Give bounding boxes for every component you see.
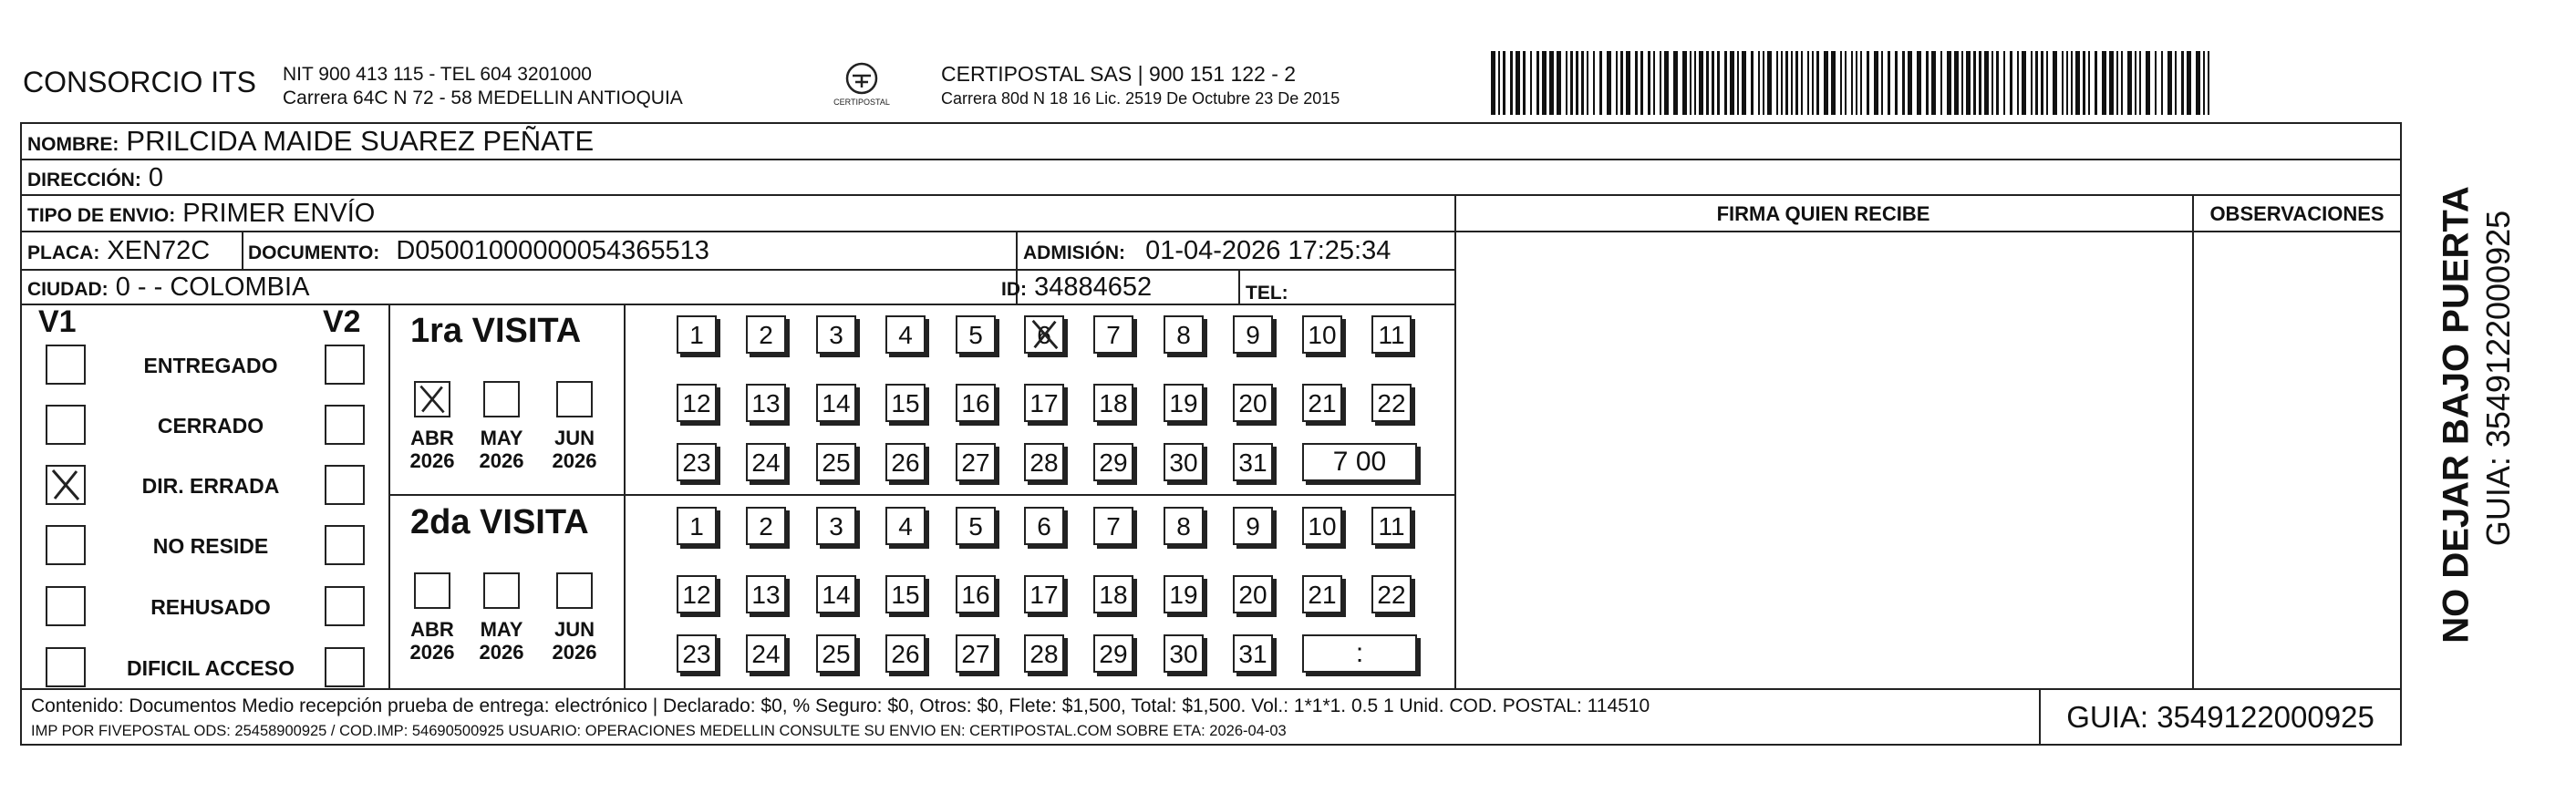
visit-month-label: ABR 2026 xyxy=(409,427,455,472)
status-label: REHUSADO xyxy=(150,595,271,619)
day-box[interactable]: 31 xyxy=(1233,443,1273,481)
day-box[interactable]: 27 xyxy=(956,443,996,481)
day-box[interactable]: 21 xyxy=(1302,575,1342,613)
barcode-bar xyxy=(1498,51,1500,115)
barcode-bar xyxy=(1984,51,1989,115)
day-box[interactable]: 18 xyxy=(1093,384,1133,422)
status-v1-checkbox[interactable] xyxy=(46,345,86,385)
barcode-bar xyxy=(1908,51,1912,115)
day-box[interactable]: 13 xyxy=(746,575,786,613)
barcode-bar xyxy=(1856,51,1857,115)
company-name: CONSORCIO ITS xyxy=(23,66,257,98)
barcode-bar xyxy=(1682,51,1687,115)
barcode-bar xyxy=(1996,51,1999,115)
day-box[interactable]: 13 xyxy=(746,384,786,422)
status-v1-checkbox[interactable] xyxy=(46,647,86,687)
visit-month-label: MAY 2026 xyxy=(479,618,524,664)
day-box[interactable]: 17 xyxy=(1024,384,1064,422)
barcode-bar xyxy=(1751,51,1754,115)
barcode-bar xyxy=(1812,51,1814,115)
day-box[interactable]: 27 xyxy=(956,634,996,673)
day-box[interactable]: 28 xyxy=(1024,634,1064,673)
day-box[interactable]: 16 xyxy=(956,575,996,613)
nombre-field: NOMBRE: PRILCIDA MAIDE SUAREZ PEÑATE xyxy=(27,125,595,157)
imp-text: IMP POR FIVEPOSTAL ODS: 25458900925 / COD.IMP: 54690500925 USUARIO: OPERACIONES MEDELLIN CONSULTE SU ENVIO EN: CERTIPOSTAL.COM SOBRE ETA: 2026-04-03 xyxy=(31,723,1287,739)
barcode-bar xyxy=(2017,51,2019,115)
status-v2-checkbox[interactable] xyxy=(325,345,365,385)
visit-time-box[interactable]: : xyxy=(1302,634,1417,673)
barcode-bar xyxy=(2062,51,2064,115)
barcode-bar xyxy=(1785,51,1788,115)
visit-month-label: JUN 2026 xyxy=(552,618,597,664)
status-v1-checkbox[interactable] xyxy=(46,586,86,626)
barcode-bar xyxy=(1895,51,1898,115)
barcode-bar xyxy=(2053,51,2057,115)
status-v2-checkbox[interactable] xyxy=(325,647,365,687)
day-box[interactable]: 11 xyxy=(1371,315,1412,354)
visit-month-checkbox[interactable] xyxy=(414,381,450,417)
day-box[interactable]: 17 xyxy=(1024,575,1064,613)
day-box[interactable]: 3 xyxy=(816,315,856,354)
day-box[interactable]: 10 xyxy=(1302,315,1342,354)
barcode-bar xyxy=(1791,51,1793,115)
barcode-bar xyxy=(2175,51,2177,115)
status-label: DIR. ERRADA xyxy=(141,474,280,498)
barcode-bar xyxy=(2187,51,2191,115)
certipostal-line-2: Carrera 80d N 18 16 Lic. 2519 De Octubre 23 De 2015 xyxy=(941,89,1340,108)
day-box[interactable]: 30 xyxy=(1164,634,1204,673)
barcode-bar xyxy=(1926,51,1929,115)
visit-month-checkbox[interactable] xyxy=(556,572,593,609)
barcode-bar xyxy=(2116,51,2118,115)
address-line: Carrera 64C N 72 - 58 MEDELLIN ANTIOQUIA xyxy=(283,88,683,108)
barcode-bar xyxy=(1593,51,1595,115)
barcode-bar xyxy=(2135,51,2136,115)
day-box[interactable]: 23 xyxy=(677,634,717,673)
nit-line: NIT 900 413 115 - TEL 604 3201000 xyxy=(283,64,592,85)
placa-value: XEN72C xyxy=(107,236,211,265)
barcode-bar xyxy=(1491,51,1495,115)
barcode-bar xyxy=(1851,51,1853,115)
barcode-bar xyxy=(2203,51,2205,115)
observaciones-header: OBSERVACIONES xyxy=(2209,202,2385,225)
barcode-bar xyxy=(1653,51,1655,115)
day-box[interactable]: 19 xyxy=(1164,384,1204,422)
day-x-mark xyxy=(1028,317,1062,362)
barcode-bar xyxy=(1931,51,1936,115)
barcode-bar xyxy=(2139,51,2141,115)
day-box[interactable]: 15 xyxy=(885,575,926,613)
barcode-bar xyxy=(1516,51,1520,115)
barcode-bar xyxy=(1767,51,1772,115)
documento-field: DOCUMENTO: D05001000000054365513 xyxy=(248,236,709,265)
day-box[interactable]: 31 xyxy=(1233,634,1273,673)
day-box[interactable]: 25 xyxy=(816,634,856,673)
visit-month-label: JUN 2026 xyxy=(552,427,597,472)
barcode-bar xyxy=(1737,51,1739,115)
day-box[interactable]: 1 xyxy=(677,507,717,545)
barcode-bar xyxy=(1640,51,1643,115)
v2-label: V2 xyxy=(323,304,361,339)
side-guia: GUIA: 3549122000925 xyxy=(2479,210,2517,547)
v1-label: V1 xyxy=(38,304,77,339)
barcode-bar xyxy=(1570,51,1573,115)
barcode-bar xyxy=(1530,51,1532,115)
barcode-bar xyxy=(1730,51,1734,115)
visit-month-checkbox[interactable] xyxy=(414,572,450,609)
direccion-value: 0 xyxy=(148,163,164,192)
day-box[interactable]: 12 xyxy=(677,575,717,613)
day-box[interactable]: 8 xyxy=(1164,507,1204,545)
day-box[interactable]: 1 xyxy=(677,315,717,354)
barcode-bar xyxy=(1902,51,1905,115)
barcode-bar xyxy=(1566,51,1567,115)
ciudad-field: CIUDAD: 0 - - COLOMBIA xyxy=(27,273,310,302)
day-box[interactable]: 24 xyxy=(746,443,786,481)
barcode-bar xyxy=(1699,51,1703,115)
barcode-bar xyxy=(1635,51,1638,115)
day-box[interactable]: 21 xyxy=(1302,384,1342,422)
barcode-bar xyxy=(1673,51,1678,115)
certipostal-logo xyxy=(830,60,894,111)
visit-title: 1ra VISITA xyxy=(410,312,582,350)
barcode-bar xyxy=(1776,51,1778,115)
barcode-bar xyxy=(1660,51,1661,115)
barcode-bar xyxy=(1816,51,1819,115)
barcode-bar xyxy=(1742,51,1746,115)
day-box[interactable]: 20 xyxy=(1233,384,1273,422)
barcode-bar xyxy=(1979,51,1981,115)
day-box[interactable]: 12 xyxy=(677,384,717,422)
barcode-bar xyxy=(2121,51,2123,115)
tel-field: TEL: xyxy=(1246,283,1288,304)
barcode-bar xyxy=(2003,51,2005,115)
barcode-bar xyxy=(2109,51,2114,115)
day-box[interactable]: 30 xyxy=(1164,443,1204,481)
barcode-bar xyxy=(1874,51,1878,115)
day-box[interactable]: 26 xyxy=(885,634,926,673)
day-box[interactable]: 8 xyxy=(1164,315,1204,354)
barcode-bar xyxy=(1542,51,1547,115)
status-v2-checkbox[interactable] xyxy=(325,525,365,565)
barcode-bar xyxy=(1991,51,1993,115)
barcode-bar xyxy=(1712,51,1714,115)
barcode-bar xyxy=(1795,51,1798,115)
barcode-bar xyxy=(1860,51,1862,115)
barcode-bar xyxy=(2127,51,2132,115)
day-box[interactable]: 26 xyxy=(885,443,926,481)
day-box[interactable]: 24 xyxy=(746,634,786,673)
barcode-bar xyxy=(1824,51,1828,115)
barcode-bar xyxy=(2088,51,2090,115)
barcode-bar xyxy=(2031,51,2033,115)
barcode-bar xyxy=(1510,51,1513,115)
status-label: NO RESIDE xyxy=(152,534,269,558)
day-box[interactable]: 15 xyxy=(885,384,926,422)
barcode-bar xyxy=(2095,51,2097,115)
barcode-bar xyxy=(1576,51,1578,115)
barcode-bar xyxy=(2046,51,2048,115)
day-box[interactable]: 28 xyxy=(1024,443,1064,481)
day-box[interactable]: 19 xyxy=(1164,575,1204,613)
day-box[interactable]: 7 xyxy=(1093,507,1133,545)
barcode-bar xyxy=(2155,51,2157,115)
barcode xyxy=(1491,51,2220,115)
day-box[interactable]: 20 xyxy=(1233,575,1273,613)
barcode-bar xyxy=(1966,51,1971,115)
day-box[interactable]: 22 xyxy=(1371,575,1412,613)
status-v1-checkbox[interactable] xyxy=(46,465,86,505)
day-box[interactable]: 2 xyxy=(746,315,786,354)
barcode-bar xyxy=(1690,51,1691,115)
status-v2-checkbox[interactable] xyxy=(325,586,365,626)
barcode-bar xyxy=(1763,51,1764,115)
barcode-bar xyxy=(1706,51,1709,115)
admision-value: 01-04-2026 17:25:34 xyxy=(1145,236,1391,265)
barcode-bar xyxy=(1831,51,1836,115)
nombre-value: PRILCIDA MAIDE SUAREZ PEÑATE xyxy=(126,125,595,157)
barcode-bar xyxy=(1503,51,1505,115)
barcode-bar xyxy=(1536,51,1539,115)
day-box[interactable]: 29 xyxy=(1093,443,1133,481)
day-box[interactable]: 9 xyxy=(1233,315,1273,354)
day-box[interactable]: 18 xyxy=(1093,575,1133,613)
status-v1-checkbox[interactable] xyxy=(46,405,86,445)
id-field: ID: 34884652 xyxy=(1001,273,1153,302)
day-box[interactable]: 6 xyxy=(1024,507,1064,545)
id-value: 34884652 xyxy=(1034,273,1153,302)
barcode-bar xyxy=(2041,51,2043,115)
barcode-bar xyxy=(1954,51,1959,115)
barcode-bar xyxy=(1664,51,1669,115)
status-v2-checkbox[interactable] xyxy=(325,465,365,505)
day-box[interactable]: 29 xyxy=(1093,634,1133,673)
barcode-bar xyxy=(1523,51,1526,115)
barcode-bar xyxy=(1626,51,1630,115)
admision-field: ADMISIÓN: 01-04-2026 17:25:34 xyxy=(1023,236,1391,265)
barcode-bar xyxy=(2071,51,2073,115)
status-label: ENTREGADO xyxy=(143,354,278,377)
day-box[interactable]: 5 xyxy=(956,507,996,545)
day-box[interactable]: 22 xyxy=(1371,384,1412,422)
barcode-bar xyxy=(2102,51,2106,115)
barcode-bar xyxy=(2022,51,2026,115)
barcode-bar xyxy=(2035,51,2038,115)
logo-text: CERTIPOSTAL xyxy=(833,98,890,107)
day-box[interactable]: 14 xyxy=(816,384,856,422)
status-label: CERRADO xyxy=(157,414,264,438)
barcode-bar xyxy=(1940,51,1942,115)
day-box[interactable]: 2 xyxy=(746,507,786,545)
day-box[interactable]: 9 xyxy=(1233,507,1273,545)
barcode-bar xyxy=(2146,51,2150,115)
day-box[interactable]: 23 xyxy=(677,443,717,481)
barcode-bar xyxy=(2066,51,2068,115)
visit-month-label: ABR 2026 xyxy=(409,618,455,664)
barcode-bar xyxy=(1807,51,1809,115)
barcode-bar xyxy=(1917,51,1921,115)
day-box[interactable]: 4 xyxy=(885,315,926,354)
barcode-bar xyxy=(1758,51,1760,115)
day-box[interactable]: 4 xyxy=(885,507,926,545)
day-box[interactable]: 10 xyxy=(1302,507,1342,545)
visit-month-checkbox[interactable] xyxy=(483,381,520,417)
barcode-bar xyxy=(2010,51,2012,115)
barcode-bar xyxy=(1557,51,1561,115)
barcode-bar xyxy=(1973,51,1976,115)
barcode-bar xyxy=(2075,51,2080,115)
status-v1-checkbox[interactable] xyxy=(46,525,86,565)
barcode-bar xyxy=(1694,51,1696,115)
barcode-bar xyxy=(2167,51,2172,115)
barcode-bar xyxy=(1620,51,1623,115)
footer-guia: GUIA: 3549122000925 xyxy=(2066,700,2374,734)
barcode-bar xyxy=(1961,51,1963,115)
barcode-bar xyxy=(2208,51,2209,115)
side-warning: NO DEJAR BAJO PUERTA xyxy=(2436,186,2477,644)
tipo-envio-field: TIPO DE ENVIO: PRIMER ENVÍO xyxy=(27,199,376,228)
barcode-bar xyxy=(1867,51,1869,115)
barcode-bar xyxy=(1801,51,1803,115)
barcode-bar xyxy=(1587,51,1588,115)
barcode-bar xyxy=(1607,51,1611,115)
barcode-bar xyxy=(1724,51,1727,115)
firma-header: FIRMA QUIEN RECIBE xyxy=(1716,202,1930,225)
day-box[interactable]: 11 xyxy=(1371,507,1412,545)
ciudad-value: 0 - - COLOMBIA xyxy=(115,273,310,302)
certipostal-line-1: CERTIPOSTAL SAS | 900 151 122 - 2 xyxy=(941,62,1297,86)
barcode-bar xyxy=(1717,51,1720,115)
barcode-bar xyxy=(2161,51,2163,115)
visit-title: 2da VISITA xyxy=(410,503,589,541)
barcode-bar xyxy=(1549,51,1554,115)
visit-month-checkbox[interactable] xyxy=(483,572,520,609)
day-box[interactable]: 3 xyxy=(816,507,856,545)
day-box[interactable]: 7 xyxy=(1093,315,1133,354)
barcode-bar xyxy=(1845,51,1847,115)
placa-field: PLACA: XEN72C xyxy=(27,236,211,265)
barcode-bar xyxy=(1888,51,1890,115)
visit-month-label: MAY 2026 xyxy=(479,427,524,472)
barcode-bar xyxy=(1881,51,1883,115)
day-box[interactable]: 5 xyxy=(956,315,996,354)
visit-time-box[interactable]: 7 00 xyxy=(1302,443,1417,481)
day-box[interactable]: 14 xyxy=(816,575,856,613)
barcode-bar xyxy=(2196,51,2200,115)
barcode-bar xyxy=(1947,51,1951,115)
contenido-text: Contenido: Documentos Medio recepción prueba de entrega: electrónico | Declarado: $0, % Seguro: $0, Otros: $0, Flete: $1,500, Total: $1,500. Vol.: 1*1*1. 0.5 1 Unid. COD. POSTAL: 114510 xyxy=(31,695,1650,716)
status-label: DIFICIL ACCESO xyxy=(126,656,295,680)
barcode-bar xyxy=(1840,51,1842,115)
day-box[interactable]: 25 xyxy=(816,443,856,481)
barcode-bar xyxy=(1648,51,1650,115)
visit-month-checkbox[interactable] xyxy=(556,381,593,417)
status-v2-checkbox[interactable] xyxy=(325,405,365,445)
barcode-bar xyxy=(1581,51,1584,115)
barcode-bar xyxy=(1616,51,1618,115)
barcode-bar xyxy=(1599,51,1602,115)
tipo-envio-value: PRIMER ENVÍO xyxy=(182,199,376,228)
barcode-bar xyxy=(2181,51,2184,115)
barcode-bar xyxy=(2083,51,2085,115)
direccion-field: DIRECCIÓN: 0 xyxy=(27,163,164,192)
day-box[interactable]: 16 xyxy=(956,384,996,422)
documento-value: D05001000000054365513 xyxy=(396,236,709,265)
day-box[interactable]: 6 xyxy=(1024,315,1064,354)
barcode-bar xyxy=(1781,51,1783,115)
